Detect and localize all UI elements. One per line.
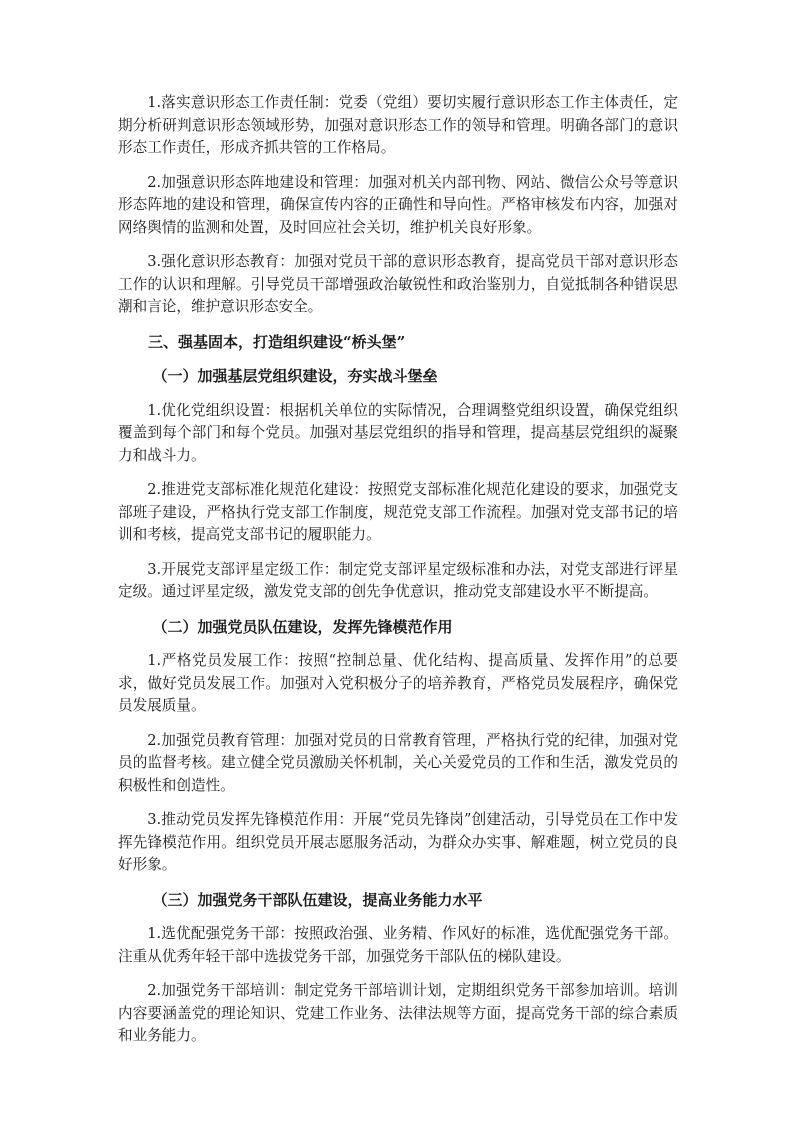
paragraph-ideology-education: 3.强化意识形态教育：加强对党员干部的意识形态教育，提高党员干部对意识形态工作的认识和理解。引导党员干部增强政治敏锐性和政治鉴别力，自觉抵制各种错误思潮和言论，维护意识形态安全。 <box>118 253 678 315</box>
paragraph-branch-rating: 3.开展党支部评星定级工作：制定党支部评星定级标准和办法，对党支部进行评星定级。通过评星定级，激发党支部的创先争优意识，推动党支部建设水平不断提高。 <box>118 560 678 600</box>
paragraph-ideology-platform: 2.加强意识形态阵地建设和管理：加强对机关内部刊物、网站、微信公众号等意识形态阵地的建设和管理，确保宣传内容的正确性和导向性。严格审核发布内容，加强对网络舆情的监测和处置，及时回应社会关切，维护机关良好形象。 <box>118 173 678 236</box>
subsection-heading-2: （二）加强党员队伍建设，发挥先锋模范作用 <box>152 617 453 636</box>
paragraph-member-education: 2.加强党员教育管理：加强对党员的日常教育管理，严格执行党的纪律，加强对党员的监督考核。建立健全党员激励关怀机制，关心关爱党员的工作和生活，激发党员的积极性和创造性。 <box>118 731 678 794</box>
subsection-heading-1: （一）加强基层党组织建设，夯实战斗堡垒 <box>152 367 438 385</box>
paragraph-branch-standardization: 2.推进党支部标准化规范化建设：按照党支部标准化规范化建设的要求，加强党支部班子建设，严格执行党支部工作制度，规范党支部工作流程。加强对党支部书记的培训和考核，提高党支部书记的履职能力。 <box>118 481 678 543</box>
paragraph-member-pioneer: 3.推动党员发挥先锋模范作用：开展“党员先锋岗”创建活动，引导党员在工作中发挥先锋模范作用。组织党员开展志愿服务活动，为群众办实事、解难题，树立党员的良好形象。 <box>118 811 678 873</box>
paragraph-member-development: 1.严格党员发展工作：按照“控制总量、优化结构、提高质量、发挥作用”的总要求，做好党员发展工作。加强对入党积极分子的培养教育，严格党员发展程序，确保党员发展质量。 <box>118 652 678 714</box>
paragraph-select-cadres: 1.选优配强党务干部：按照政治强、业务精、作风好的标准，选优配强党务干部。注重从优秀年轻干部中选拔党务干部，加强党务干部队伍的梯队建设。 <box>118 925 678 965</box>
paragraph-optimize-org: 1.优化党组织设置：根据机关单位的实际情况，合理调整党组织设置，确保党组织覆盖到每个部门和每个党员。加强对基层党组织的指导和管理，提高基层党组织的凝聚力和战斗力。 <box>118 401 678 464</box>
document-page <box>118 92 678 1060</box>
paragraph-cadre-training: 2.加强党务干部培训：制定党务干部培训计划，定期组织党务干部参加培训。培训内容要涵盖党的理论知识、党建工作业务、法律法规等方面，提高党务干部的综合素质和业务能力。 <box>118 982 678 1044</box>
subsection-heading-3: （三）加强党务干部队伍建设，提高业务能力水平 <box>152 890 483 909</box>
section-heading-3: 三、强基固本，打造组织建设“桥头堡” <box>148 332 406 351</box>
paragraph-ideology-responsibility: 1.落实意识形态工作责任制：党委（党组）要切实履行意识形态工作主体责任，定期分析研判意识形态领域形势，加强对意识形态工作的领导和管理。明确各部门的意识形态工作责任，形成齐抓共管的工作格局。 <box>118 94 678 156</box>
